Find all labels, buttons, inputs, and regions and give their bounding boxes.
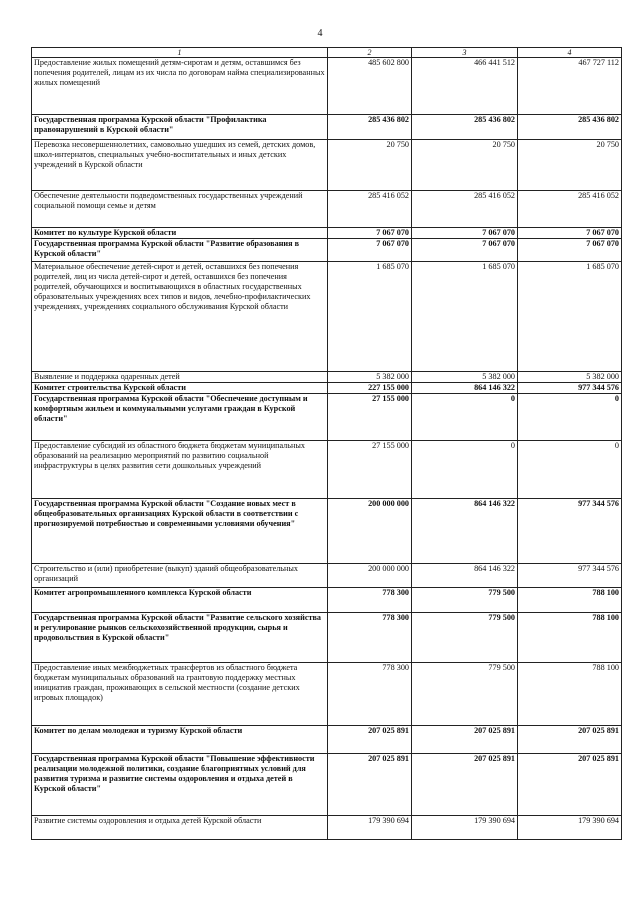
value-2: 207 025 891 — [328, 754, 412, 816]
header-col-4: 4 — [518, 48, 622, 58]
header-row — [32, 48, 622, 58]
row-name: Комитет строительства Курской области — [32, 383, 328, 394]
value-4: 5 382 000 — [518, 372, 622, 383]
value-3: 1 685 070 — [412, 262, 518, 372]
value-4: 0 — [518, 441, 622, 499]
value-4: 977 344 576 — [518, 564, 622, 588]
table-row — [32, 441, 622, 499]
value-2: 285 416 052 — [328, 191, 412, 228]
value-3: 864 146 322 — [412, 564, 518, 588]
page-number: 4 — [317, 28, 323, 39]
value-2: 778 300 — [328, 663, 412, 726]
value-4: 1 685 070 — [518, 262, 622, 372]
header-col-3: 3 — [412, 48, 518, 58]
value-4: 207 025 891 — [518, 754, 622, 816]
value-2: 200 000 000 — [328, 564, 412, 588]
table-row — [32, 58, 622, 115]
value-2: 7 067 070 — [328, 239, 412, 262]
value-3: 7 067 070 — [412, 239, 518, 262]
value-3: 779 500 — [412, 613, 518, 663]
row-name: Предоставление иных межбюджетных трансфертов из областного бюджета бюджетам муниципальных образований на грантовую поддержку местных инициатив граждан, проживающих в сельской местности (создание детских игровых площадок) — [32, 663, 328, 726]
value-2: 207 025 891 — [328, 726, 412, 754]
budget-table — [31, 47, 622, 840]
row-name: Комитет агропромышленного комплекса Курской области — [32, 588, 328, 613]
row-name: Государственная программа Курской области "Профилактика правонарушений в Курской области" — [32, 115, 328, 140]
value-2: 5 382 000 — [328, 372, 412, 383]
value-2: 27 155 000 — [328, 394, 412, 441]
value-2: 485 602 800 — [328, 58, 412, 115]
value-4: 179 390 694 — [518, 816, 622, 840]
value-4: 207 025 891 — [518, 726, 622, 754]
table-row — [32, 191, 622, 228]
row-name: Государственная программа Курской области "Обеспечение доступным и комфортным жильем и коммунальными услугами граждан в Курской области" — [32, 394, 328, 441]
table-row — [32, 239, 622, 262]
value-3: 20 750 — [412, 140, 518, 191]
row-name: Государственная программа Курской области "Создание новых мест в общеобразовательных организациях Курской области в соответствии с прогнозируемой потребностью и современными условиями обучения" — [32, 499, 328, 564]
row-name: Материальное обеспечение детей-сирот и детей, оставшихся без попечения родителей, лиц из числа детей-сирот и детей, оставшихся без попечения родителей, обучающихся и воспитывающихся в областных государственных образовательных учреждениях всех типов и видов, лечебно-профилактических учреждениях, учреждениях социального обслуживания Курской области — [32, 262, 328, 372]
row-name: Выявление и поддержка одаренных детей — [32, 372, 328, 383]
row-name: Обеспечение деятельности подведомственных государственных учреждений социальной помощи семье и детям — [32, 191, 328, 228]
value-4: 977 344 576 — [518, 383, 622, 394]
value-3: 7 067 070 — [412, 228, 518, 239]
table-row — [32, 372, 622, 383]
row-name: Развитие системы оздоровления и отдыха детей Курской области — [32, 816, 328, 840]
value-3: 864 146 322 — [412, 383, 518, 394]
row-name: Предоставление жилых помещений детям-сиротам и детям, оставшимся без попечения родителей, лицам из их числа по договорам найма специализированных жилых помещений — [32, 58, 328, 115]
value-3: 285 436 802 — [412, 115, 518, 140]
row-name: Строительство и (или) приобретение (выкуп) зданий общеобразовательных организаций — [32, 564, 328, 588]
value-4: 7 067 070 — [518, 228, 622, 239]
table-row — [32, 140, 622, 191]
table-row — [32, 588, 622, 613]
table-row — [32, 394, 622, 441]
value-4: 285 436 802 — [518, 115, 622, 140]
value-3: 0 — [412, 441, 518, 499]
header-col-2: 2 — [328, 48, 412, 58]
value-3: 207 025 891 — [412, 726, 518, 754]
value-2: 285 436 802 — [328, 115, 412, 140]
value-3: 779 500 — [412, 588, 518, 613]
value-4: 788 100 — [518, 663, 622, 726]
value-3: 466 441 512 — [412, 58, 518, 115]
value-4: 788 100 — [518, 613, 622, 663]
row-name: Комитет по культуре Курской области — [32, 228, 328, 239]
value-4: 20 750 — [518, 140, 622, 191]
row-name: Предоставление субсидий из областного бюджета бюджетам муниципальных образований на реализацию мероприятий по развитию социальной инфраструктуры в целях развития сети дошкольных учреждений — [32, 441, 328, 499]
value-3: 285 416 052 — [412, 191, 518, 228]
value-2: 20 750 — [328, 140, 412, 191]
table-row — [32, 754, 622, 816]
value-2: 7 067 070 — [328, 228, 412, 239]
header-col-1: 1 — [32, 48, 328, 58]
value-3: 864 146 322 — [412, 499, 518, 564]
value-2: 1 685 070 — [328, 262, 412, 372]
table-row — [32, 816, 622, 840]
row-name: Государственная программа Курской области "Повышение эффективности реализации молодежной политики, создание благоприятных условий для развития туризма и развитие системы оздоровления и отдыха детей в Курской области" — [32, 754, 328, 816]
value-3: 5 382 000 — [412, 372, 518, 383]
value-3: 0 — [412, 394, 518, 441]
value-3: 207 025 891 — [412, 754, 518, 816]
table-row — [32, 613, 622, 663]
row-name: Государственная программа Курской области "Развитие образования в Курской области" — [32, 239, 328, 262]
row-name: Комитет по делам молодежи и туризму Курской области — [32, 726, 328, 754]
value-4: 467 727 112 — [518, 58, 622, 115]
value-4: 977 344 576 — [518, 499, 622, 564]
value-3: 179 390 694 — [412, 816, 518, 840]
row-name: Государственная программа Курской области "Развитие сельского хозяйства и регулирование рынков сельскохозяйственной продукции, сырья и продовольствия в Курской области" — [32, 613, 328, 663]
value-2: 778 300 — [328, 613, 412, 663]
value-2: 27 155 000 — [328, 441, 412, 499]
table-row — [32, 499, 622, 564]
table-row — [32, 663, 622, 726]
table-row — [32, 115, 622, 140]
value-2: 227 155 000 — [328, 383, 412, 394]
table-row — [32, 383, 622, 394]
table-row — [32, 262, 622, 372]
value-4: 7 067 070 — [518, 239, 622, 262]
table-row — [32, 228, 622, 239]
value-3: 779 500 — [412, 663, 518, 726]
value-2: 200 000 000 — [328, 499, 412, 564]
value-4: 788 100 — [518, 588, 622, 613]
value-2: 778 300 — [328, 588, 412, 613]
value-4: 285 416 052 — [518, 191, 622, 228]
table-row — [32, 726, 622, 754]
row-name: Перевозка несовершеннолетних, самовольно ушедших из семей, детских домов, школ-интернатов, специальных учебно-воспитательных и иных детских учреждений в Курской области — [32, 140, 328, 191]
value-4: 0 — [518, 394, 622, 441]
table-row — [32, 564, 622, 588]
value-2: 179 390 694 — [328, 816, 412, 840]
